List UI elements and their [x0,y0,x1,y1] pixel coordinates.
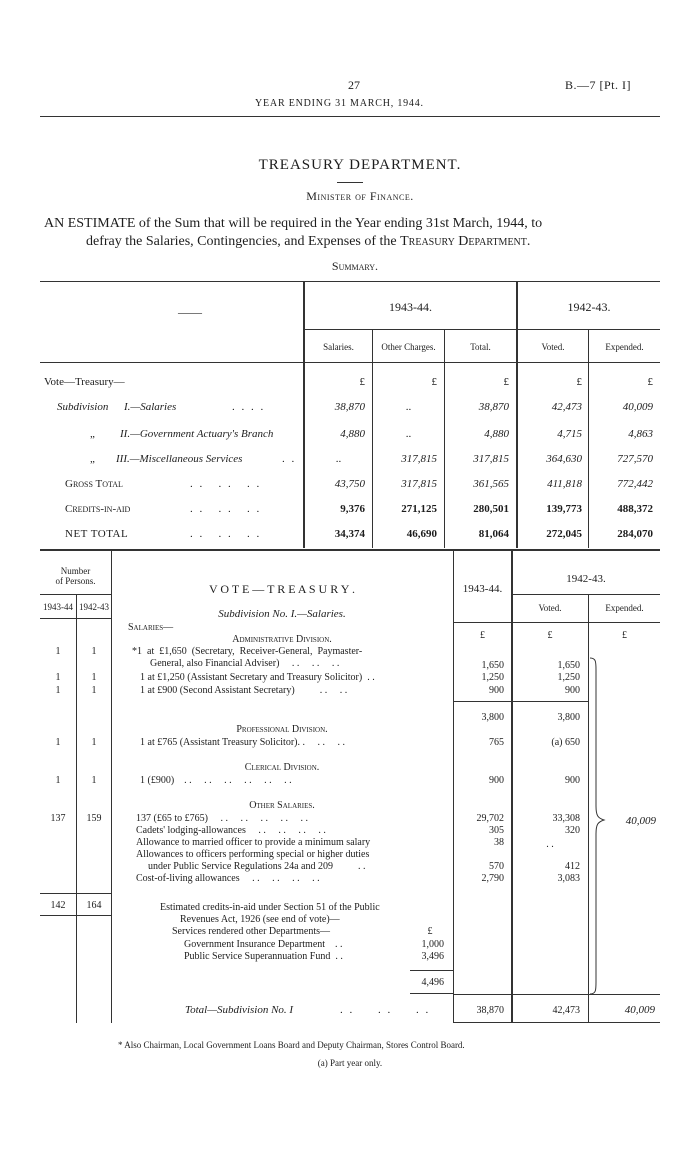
currency-voted: £ [576,376,582,388]
row-prefix: „ [90,428,95,440]
gross-total-label: Gross Total [65,478,123,490]
persons-1942: 1 [91,646,97,657]
amount-voted: 900 [565,685,580,696]
row-other: 317,815 [401,453,437,465]
amount-header-rule [454,622,660,623]
gross-total-salaries: 43,750 [334,478,365,490]
admin-subtotal-current: 3,800 [481,712,504,723]
row-total: 4,880 [484,428,509,440]
col-other-charges-header: Other Charges. [381,342,436,352]
estimate-line-2: defray the Salaries, Contingencies, and Expenses of the Treasury Department. [86,234,531,249]
credits-salaries: 9,376 [340,503,365,515]
currency-total: £ [503,376,509,388]
other-voted: 320 [565,825,580,836]
persons-1943: 1 [55,685,61,696]
persons-total-top-rule [40,893,111,894]
row-label: II.—Government Actuary's Branch [120,428,274,440]
admin-line-1a: *1 at £1,650 (Secretary, Receiver-General, Paymaster- [132,646,363,657]
persons-1943: 1 [55,775,61,786]
col-salaries-header: Salaries. [323,342,354,352]
credits-other: 271,125 [401,503,437,515]
summary-top-rule [40,281,660,282]
other-current: 305 [489,825,504,836]
year-ending-line: YEAR ENDING 31 MARCH, 1944. [255,98,424,109]
department-title: TREASURY DEPARTMENT. [258,157,462,173]
admin-line-2: 1 at £1,250 (Assistant Secretary and Treasury Solicitor) . . [140,672,375,683]
summary-year-current: 1943-44. [389,300,432,314]
vote-col-voted: Voted. [538,603,562,613]
page-number: 27 [348,78,360,92]
other-current: 29,702 [476,813,504,824]
row-expended: 40,009 [622,401,653,413]
credits-psf-value: 3,496 [421,951,444,962]
salaries-label: Salaries— [128,622,174,633]
col-voted-header: Voted. [541,342,565,352]
credits-subtotal-rule [410,970,453,971]
currency-other: £ [431,376,437,388]
credits-line-2: Revenues Act, 1926 (see end of vote)— [180,914,340,925]
subdivision-title: Subdivision No. I.—Salaries. [218,608,346,620]
expended-total: 40,009 [625,815,656,827]
credits-in-aid-dots: . . . . . . [190,503,262,515]
persons-col-1942: 1942-43 [79,602,109,612]
clerical-current: 900 [489,775,504,786]
credits-line-5: Public Service Superannuation Fund . . [184,951,343,962]
persons-1942: 1 [91,672,97,683]
gross-total-other: 317,815 [401,478,437,490]
row-voted: 4,715 [557,428,582,440]
other-current: 570 [489,861,504,872]
total-subdivision-label: Total—Subdivision No. I [185,1004,294,1016]
persons-col-1943: 1943-44 [43,602,73,612]
estimate-line-1: AN ESTIMATE of the Sum that will be required in the Year ending 31st March, 1944, to [44,216,543,231]
credits-total: 280,501 [473,503,509,515]
amount-current: 1,250 [481,672,504,683]
professional-voted: (a) 650 [551,737,580,748]
net-total-voted: 272,045 [546,528,582,540]
admin-line-1b: General, also Financial Adviser) . . . . . . [150,658,340,669]
vote-treasury-label: Vote—Treasury— [44,376,125,388]
persons-vline-right [111,550,112,1023]
vote-year-current: 1943-44. [462,583,503,595]
header-rule [40,116,660,117]
vote-currency-current: £ [480,630,485,641]
summary-header-rule [40,362,660,363]
clerical-line: 1 (£900) . . . . . . . . . . . . [140,775,292,786]
title-rule [337,182,363,183]
footnote-a: (a) Part year only. [317,1058,383,1068]
other-line-4: Allowances to officers performing special or higher duties [136,849,370,860]
credits-line-4: Government Insurance Department . . [184,939,343,950]
vote-currency-expended: £ [622,630,627,641]
amount-current: 1,650 [481,660,504,671]
row-label: III.—Miscellaneous Services [116,453,243,465]
gross-total-total: 361,565 [473,478,509,490]
persons-header-number: Number [60,566,91,576]
gross-total-expended: 772,442 [617,478,653,490]
professional-current: 765 [489,737,504,748]
persons-vline-mid [76,595,77,1023]
other-line-1: 137 (£65 to £765) . . . . . . . . . . [136,813,308,824]
persons-1942: 1 [91,685,97,696]
row-prefix: „ [90,453,95,465]
other-current: 2,790 [481,873,504,884]
other-line-5: under Public Service Regulations 24a and 209 . . [148,861,366,872]
minister-title: Minister of Finance. [306,189,414,203]
amount-voted: 1,250 [557,672,580,683]
col-total-header: Total. [470,342,491,352]
gross-total-dots: . . . . . . [190,478,262,490]
row-salaries: 4,880 [340,428,365,440]
credits-expended: 488,372 [617,503,653,515]
summary-heading: Summary. [331,259,379,273]
administrative-division-heading: Administrative Division. [232,634,332,645]
footnote-star: * Also Chairman, Local Government Loans Board and Deputy Chairman, Stores Control Board. [118,1040,465,1050]
vote-currency-voted: £ [547,630,553,641]
row-total: 317,815 [473,453,509,465]
other-voted: 33,308 [552,813,580,824]
net-total-total: 81,064 [478,528,509,540]
credits-in-aid-label: Credits-in-aid [65,503,131,515]
amount-current: 900 [489,685,504,696]
col-expended-header: Expended. [605,342,644,352]
vote-title: V O T E — T R E A S U R Y . [208,582,356,596]
credits-bottom-rule [410,993,453,994]
total-top-rule [454,994,660,995]
row-other: .. [405,428,412,440]
document-reference: B.—7 [Pt. I] [565,78,631,92]
other-voted: . . [546,839,554,850]
other-line-3: Allowance to married officer to provide a minimum salary [136,837,371,848]
row-expended: 4,863 [628,428,653,440]
row-salaries: 38,870 [334,401,365,413]
prev-year-header-rule [512,594,660,595]
net-total-dots: . . . . . . [190,528,262,540]
net-total-salaries: 34,374 [334,528,365,540]
summary-mid-rule [305,329,660,330]
admin-line-3: 1 at £900 (Second Assistant Secretary) . . . . [140,685,348,696]
other-salaries-heading: Other Salaries. [249,800,315,811]
summary-bottom-rule [40,549,660,551]
total-current: 38,870 [476,1005,504,1016]
vote-vline-1942 [511,550,513,1023]
vote-col-expended: Expended. [605,603,644,613]
admin-subtotal-voted: 3,800 [557,712,580,723]
row-expended: 727,570 [617,453,653,465]
professional-division-heading: Professional Division. [236,724,328,735]
credits-line-3: Services rendered other Departments— [172,926,330,937]
persons-1942: 1 [91,775,97,786]
persons-subheader-rule [40,618,111,619]
persons-1942: 1 [91,737,97,748]
summary-year-prev: 1942-43. [567,300,611,314]
total-voted: 42,473 [552,1005,580,1016]
clerical-voted: 900 [565,775,580,786]
net-total-expended: 284,070 [617,528,653,540]
row-label: I.—Salaries [124,401,177,413]
row-other: .. [405,401,412,413]
row-voted: 364,630 [546,453,582,465]
row-total: 38,870 [478,401,509,413]
persons-header-rule [40,594,111,595]
vote-vline-1943 [453,550,454,1023]
persons-1943: 1 [55,737,61,748]
row-salaries: .. [335,453,342,465]
persons-total-1942: 164 [86,900,102,911]
other-line-2: Cadets' lodging-allowances . . . . . . . . [136,825,326,836]
credits-voted: 139,773 [546,503,582,515]
other-line-6: Cost-of-living allowances . . . . . . . . [136,873,320,884]
persons-header-label: of Persons. [55,576,96,586]
row-dots: . . . . [232,401,266,413]
net-total-label: NET TOTAL [65,528,129,540]
persons-1943: 1 [55,646,61,657]
credits-line-1: Estimated credits-in-aid under Section 51 of the Public [160,902,380,913]
other-voted: 3,083 [557,873,580,884]
other-current: 38 [494,837,504,848]
total-expended: 40,009 [624,1004,655,1016]
currency-expended: £ [647,376,653,388]
persons-total-1943: 142 [50,900,66,911]
label-column-dash: —— [178,305,202,319]
currency-salaries: £ [359,376,365,388]
row-voted: 42,473 [551,401,582,413]
credits-currency: £ [427,926,433,937]
persons-1942: 159 [86,813,102,824]
net-total-other: 46,690 [406,528,437,540]
row-dots: . . [282,453,297,465]
other-voted: 412 [565,861,580,872]
credits-total: 4,496 [421,977,444,988]
row-prefix: Subdivision [57,401,109,413]
persons-1943: 137 [50,813,66,824]
credits-gid-value: 1,000 [421,939,444,950]
amount-voted: 1,650 [557,660,580,671]
gross-total-voted: 411,818 [547,478,582,490]
total-subdivision-dots: . . . . . . [340,1004,431,1016]
persons-total-bottom-rule [40,915,111,916]
admin-subtotal-rule [454,701,588,702]
clerical-division-heading: Clerical Division. [244,762,320,773]
vote-year-prev: 1942-43. [566,573,606,585]
persons-1943: 1 [55,672,61,683]
professional-line: 1 at £765 (Assistant Treasury Solicitor). . . . . . [140,737,345,748]
total-bottom-rule [454,1022,660,1023]
